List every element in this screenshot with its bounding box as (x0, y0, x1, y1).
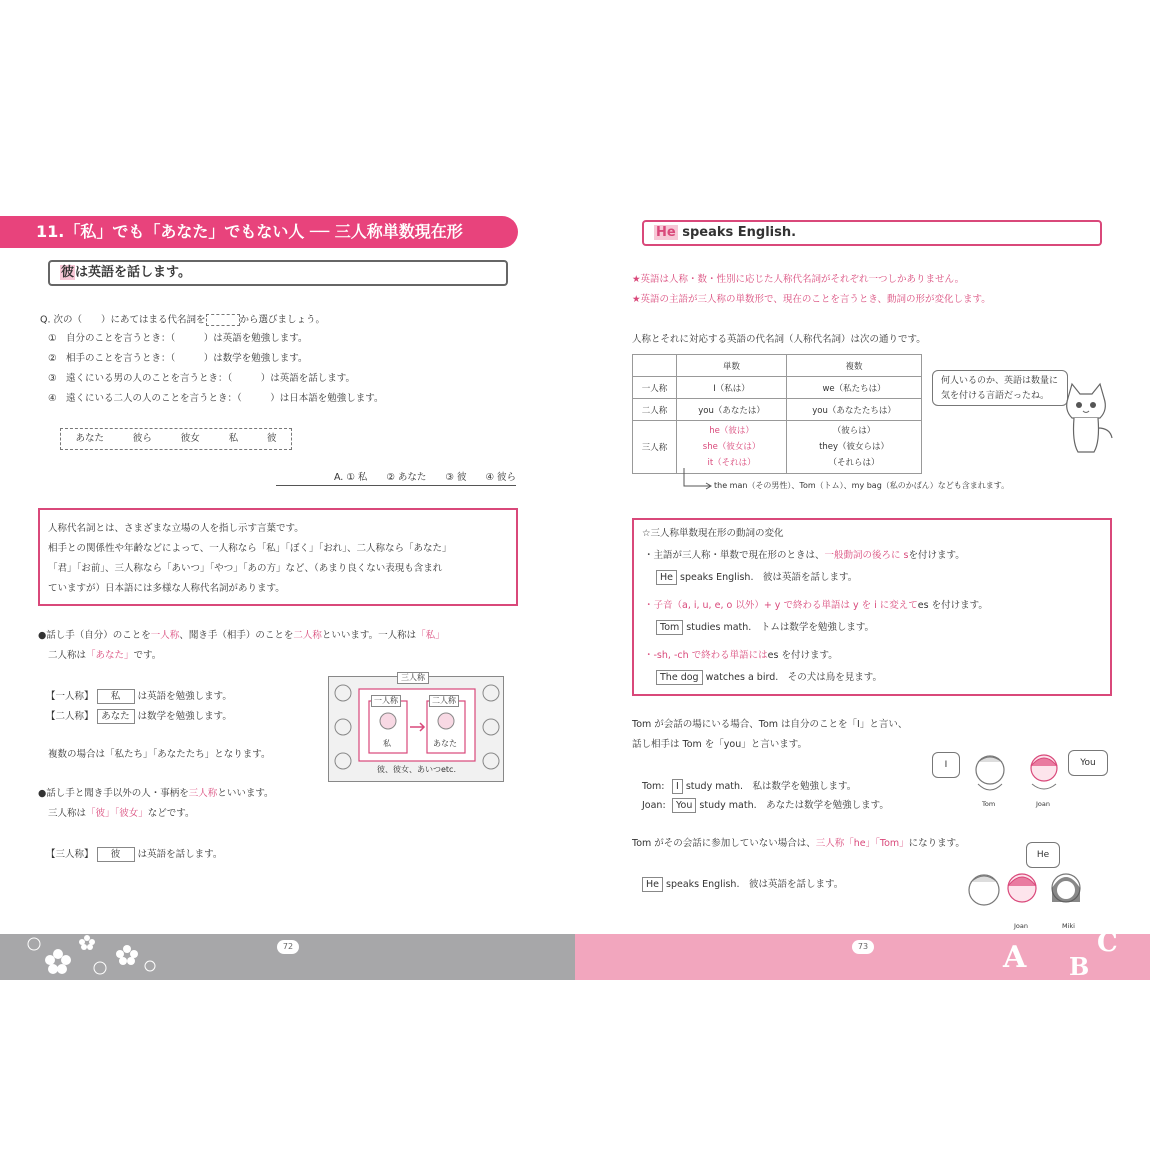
row-second-person: 二人称 (633, 399, 677, 421)
subject-box: He (642, 877, 663, 892)
subject-box: I (672, 779, 683, 794)
cat-speech-bubble: 何人いるのか、英語は数量に 気を付ける言語だったね。 (932, 370, 1068, 406)
rule-2-example: Tom studies math. トムは数学を勉強します。 (656, 620, 874, 635)
question-item: ① 自分のことを言うとき：（ ）は英語を勉強します。 (48, 333, 308, 344)
choice: 彼女 (180, 432, 200, 444)
cell: you（あなたは） (677, 399, 787, 421)
cell: he（彼は） she（彼女は） it（それは） (677, 421, 787, 474)
answer-box: 彼 (97, 847, 135, 862)
chapter-title: 11.「私」でも「あなた」でもない人 ── 三人称単数現在形 (0, 216, 518, 248)
rule-3: ・-sh, -ch で終わる単語にはes を付けます。 (644, 650, 838, 661)
cell: you（あなたたちは） (787, 399, 922, 421)
choice: あなた (75, 432, 104, 444)
table-head-plural: 複数 (787, 355, 922, 377)
page-number-left: 72 (277, 940, 299, 954)
rule-2: ・子音（a, i, u, e, o 以外）+ y で終わる単語は y を i に変えてes を付けます。 (644, 600, 988, 611)
example-second-person: 【二人称】 あなた は数学を勉強します。 (46, 711, 232, 722)
subtitle-text: は英語を話します。 (75, 265, 191, 280)
answer-box: 私 (97, 689, 135, 704)
cell: （彼らは） they（彼女らは） （それらは） (787, 421, 922, 474)
name-joan: Joan (1036, 800, 1050, 808)
illustration-caption: 彼、彼女、あいつetc. (377, 765, 456, 774)
bullet-first-second-person: ●話し手（自分）のことを一人称、聞き手（相手）のことを二人称といいます。一人称は「私」 (38, 630, 445, 641)
person-illustration (328, 673, 504, 782)
question-intro: Q. 次の（ ）にあてはまる代名詞を から選びましょう。 (40, 314, 326, 326)
choice: 彼 (267, 432, 277, 444)
left-subtitle (48, 260, 508, 286)
question-item: ② 相手のことを言うとき：（ ）は数学を勉強します。 (48, 353, 308, 364)
star-line: ★英語は人称・数・性別に応じた人称代名詞がそれぞれ一つしかありません。 (632, 274, 965, 285)
subtitle-highlight: 彼 (61, 265, 75, 280)
label-first-person: 一人称 (371, 695, 401, 707)
choice: 彼ら (132, 432, 152, 444)
example-third-person: 【三人称】 彼 は英語を話します。 (46, 849, 223, 860)
deco-letter-a: A (1003, 940, 1027, 975)
pronoun-table (632, 354, 922, 474)
question-item: ④ 遠くにいる二人の人のことを言うとき：（ ）は日本語を勉強します。 (48, 393, 384, 404)
bubble-i: I (932, 752, 960, 778)
flower-decoration-icon (10, 934, 170, 980)
bubble-he: He (1026, 842, 1060, 868)
rule-1-example: He speaks English. 彼は英語を話します。 (656, 570, 857, 585)
page-number-right: 73 (852, 940, 874, 954)
table-corner (633, 355, 677, 377)
conversation-line: Tom が会話の場にいる場合、Tom は自分のことを「I」と言い、 (632, 719, 908, 730)
bullet-line2: 三人称は「彼」「彼女」などです。 (48, 808, 195, 819)
three-people-illustration (962, 862, 1092, 924)
cell: we（私たちは） (787, 377, 922, 399)
subject-box: The dog (656, 670, 703, 685)
cat-mascot-icon (1056, 380, 1116, 460)
plural-note: 複数の場合は「私たち」「あなたたち」となります。 (48, 749, 271, 760)
tom-line: Tom: I study math. 私は数学を勉強します。 (642, 781, 857, 792)
choice: 私 (228, 432, 239, 444)
tom-joan-illustration (964, 748, 1074, 800)
explanation-line: ていますが）日本語には多様な人称代名詞があります。 (48, 583, 285, 594)
explanation-line: 人称代名詞とは、さまざまな立場の人を指し示す言葉です。 (48, 523, 304, 534)
table-intro: 人称とそれに対応する英語の代名詞（人称代名詞）は次の通りです。 (632, 334, 926, 345)
subtitle-he: He (656, 225, 676, 240)
right-subtitle (642, 220, 1102, 246)
star-line: ★英語の主語が三人称の単数形で、現在のことを言うとき、動詞の形が変化します。 (632, 294, 991, 305)
conversation-line: 話し相手は Tom を「you」と言います。 (632, 739, 807, 750)
row-first-person: 一人称 (633, 377, 677, 399)
rule-3-example: The dog watches a bird. その犬は鳥を見ます。 (656, 670, 882, 685)
right-footer-band (575, 928, 1150, 981)
name-tom: Tom (982, 800, 996, 808)
table-note: the man（その男性）、Tom（トム）、my bag（私のかばん）なども含まれます。 (714, 481, 1010, 490)
he-example: He speaks English. 彼は英語を話します。 (642, 877, 843, 892)
subject-box: He (656, 570, 677, 585)
answer-box: あなた (97, 709, 135, 724)
bubble-you: You (1068, 750, 1108, 776)
explanation-box (38, 508, 518, 606)
bullet-line2: 二人称は「あなた」です。 (48, 650, 162, 661)
table-head-single: 単数 (677, 355, 787, 377)
explanation-line: 相手との関係性や年齢などによって、一人称なら「私」「ぼく」「おれ」、二人称なら「あなた」 (48, 543, 452, 554)
label-third-person: 三人称 (397, 672, 429, 684)
choices-box (60, 428, 292, 450)
deco-letter-b: B (1069, 952, 1090, 981)
example-first-person: 【一人称】 私 は英語を勉強します。 (46, 691, 232, 702)
label-second-person: 二人称 (429, 695, 459, 707)
question-item: ③ 遠くにいる男の人のことを言うとき：（ ）は英語を話します。 (48, 373, 356, 384)
subject-box: Tom (656, 620, 683, 635)
left-footer-band (0, 934, 575, 980)
blank-box (206, 314, 240, 326)
label-you: あなた (433, 739, 457, 748)
cell: I（私は） (677, 377, 787, 399)
bullet-third-person: ●話し手と聞き手以外の人・事柄を三人称といいます。 (38, 788, 274, 799)
name-joan: Joan (1014, 922, 1028, 930)
rule-box (632, 518, 1112, 696)
joan-line: Joan: You study math. あなたは数学を勉強します。 (642, 800, 889, 811)
row-third-person: 三人称 (633, 421, 677, 474)
label-me: 私 (383, 739, 391, 748)
deco-letter-c: C (1097, 928, 1118, 958)
rule-title: ☆三人称単数現在形の動詞の変化 (642, 528, 784, 539)
answer-line: A. ① 私 ② あなた ③ 彼 ④ 彼ら (276, 472, 516, 486)
subtitle-text: speaks English. (682, 225, 797, 240)
subject-box: You (672, 798, 696, 813)
absent-line: Tom がその会話に参加していない場合は、三人称「he」「Tom」になります。 (632, 838, 965, 849)
rule-1: ・主語が三人称・単数で現在形のときは、一般動詞の後ろに sを付けます。 (644, 550, 965, 561)
explanation-line: 「君」「お前」、三人称なら「あいつ」「やつ」「あの方」など、（あまり良くない表現も含まれ (48, 563, 443, 574)
name-miki: Miki (1062, 922, 1075, 930)
